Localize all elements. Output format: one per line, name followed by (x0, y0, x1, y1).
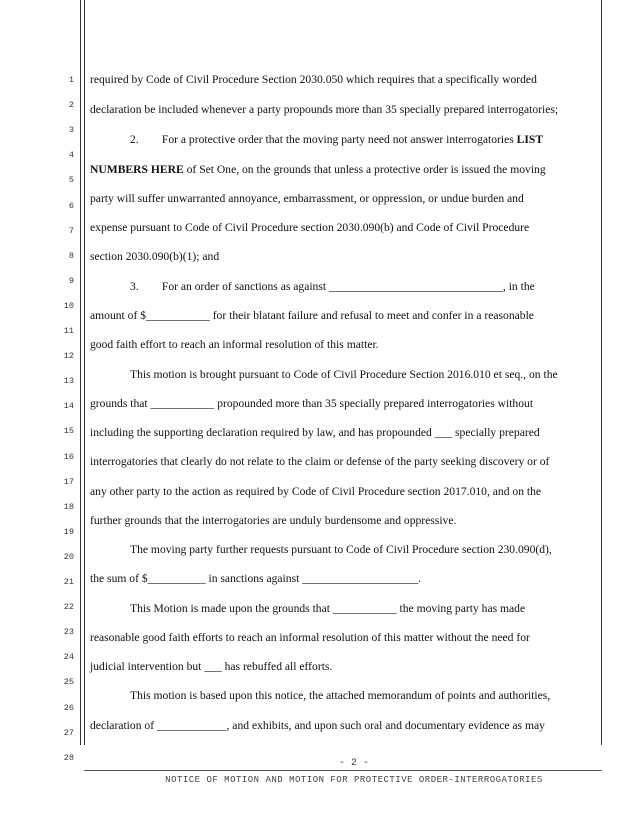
body-line: interrogatories that clearly do not relate to the claim or defense of the party seeking discovery or of (90, 455, 550, 468)
line-number: 25 (63, 677, 74, 688)
body-line: the sum of $__________ in sanctions against ____________________. (90, 572, 422, 585)
body-line: required by Code of Civil Procedure Section 2030.050 which requires that a specifically worded (90, 73, 537, 86)
line-number: 21 (63, 577, 74, 587)
body-line: The moving party further requests pursuant to Code of Civil Procedure section 230.090(d), (130, 543, 552, 556)
line-number: 19 (63, 526, 74, 537)
line-number: 7 (68, 225, 74, 236)
line-number: 28 (63, 752, 74, 763)
line-number: 9 (68, 275, 74, 286)
body-line: good faith effort to reach an informal resolution of this matter. (90, 338, 379, 351)
left-margin-rule-outer (80, 0, 81, 745)
body-line: 3. For an order of sanctions as against ______________________________, in the (130, 280, 535, 293)
line-number: 6 (68, 200, 74, 211)
body-line: reasonable good faith efforts to reach an informal resolution of this matter without the need for (90, 631, 530, 644)
line-number: 14 (63, 401, 74, 412)
body-line: This motion is based upon this notice, the attached memorandum of points and authorities, (130, 689, 551, 702)
body-line: expense pursuant to Code of Civil Procedure section 2030.090(b) and Code of Civil Procedure (90, 221, 530, 234)
page-number: - 2 - (338, 758, 369, 769)
footer-title: NOTICE OF MOTION AND MOTION FOR PROTECTIVE ORDER-INTERROGATORIES (165, 775, 543, 785)
line-number: 13 (63, 376, 74, 387)
line-number: 11 (63, 326, 74, 336)
body-line: declaration be included whenever a party propounds more than 35 specially prepared interrogatories; (90, 103, 559, 116)
body-line: further grounds that the interrogatories are unduly burdensome and oppressive. (90, 514, 457, 527)
body-line: 2. For a protective order that the moving party need not answer interrogatories LIST (130, 133, 544, 146)
footer-rule (84, 770, 602, 771)
line-number: 23 (63, 627, 74, 638)
line-number: 10 (63, 300, 74, 311)
body-line: judicial intervention but ___ has rebuffed all efforts. (90, 660, 333, 673)
line-number: 15 (63, 426, 74, 437)
body-line: amount of $___________ for their blatant failure and refusal to meet and confer in a reasonable (90, 309, 534, 322)
body-line: NUMBERS HERE of Set One, on the grounds that unless a protective order is issued the moving (90, 163, 546, 176)
body-line: section 2030.090(b)(1); and (90, 250, 220, 263)
line-number: 16 (63, 451, 74, 462)
body-line: party will suffer unwarranted annoyance, embarrassment, or oppression, or undue burden and (90, 192, 524, 205)
line-number: 1 (68, 75, 74, 85)
line-number: 18 (63, 501, 74, 512)
line-number: 8 (68, 250, 74, 261)
left-margin-rule-inner (84, 0, 85, 745)
line-number: 24 (63, 652, 74, 663)
line-number: 12 (63, 351, 74, 362)
line-number: 26 (63, 702, 74, 713)
body-line: This Motion is made upon the grounds that ___________ the moving party has made (130, 602, 526, 615)
body-line: grounds that ___________ propounded more than 35 specially prepared interrogatories without (90, 397, 534, 410)
body-line: including the supporting declaration required by law, and has propounded ___ specially prepared (90, 426, 540, 439)
line-number: 27 (63, 727, 74, 738)
body-line: declaration of ____________, and exhibits, and upon such oral and documentary evidence as may (90, 719, 545, 732)
body-line: This motion is brought pursuant to Code of Civil Procedure Section 2016.010 et seq., on the (130, 368, 558, 381)
line-number: 3 (68, 125, 74, 136)
line-number: 20 (63, 551, 74, 562)
line-number: 4 (68, 150, 74, 161)
line-number: 22 (63, 602, 74, 613)
line-number: 17 (63, 476, 74, 487)
line-number: 2 (68, 100, 74, 111)
body-line: any other party to the action as required by Code of Civil Procedure section 2017.010, and on the (90, 485, 542, 498)
line-number: 5 (68, 175, 74, 186)
